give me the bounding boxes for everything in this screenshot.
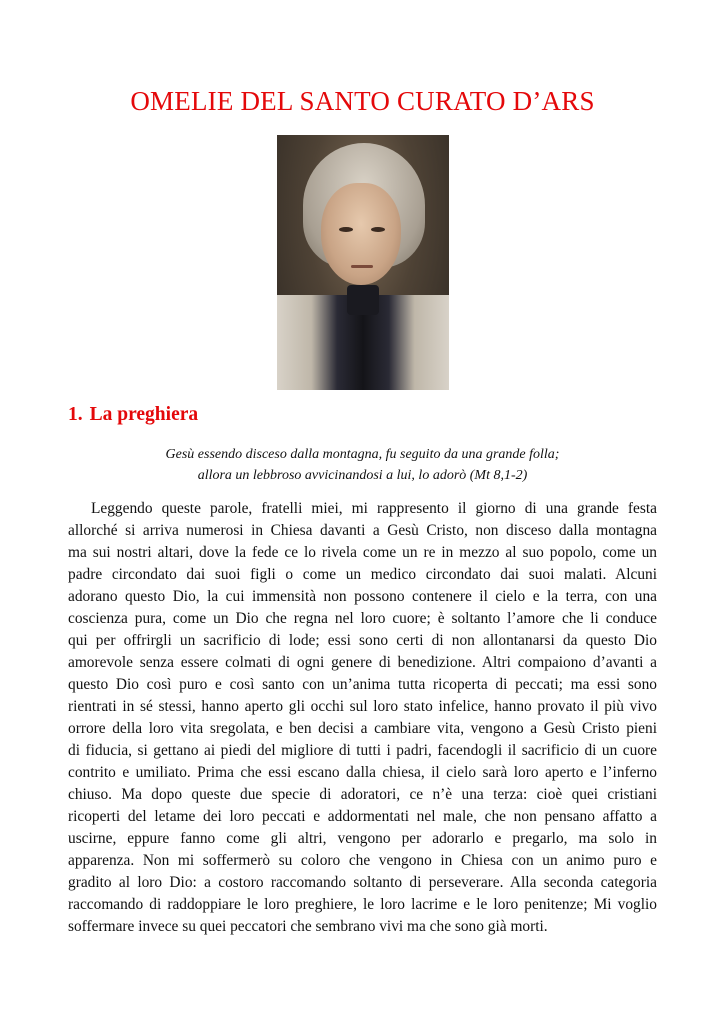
body-line: ma sui nostri altari, dove la fede ce lo rivela come un re in mezzo al suo popolo, come un [68,544,657,561]
body-line: padre circondato dai suoi figli o come un medico circondato dai suoi malati. Alcuni [68,566,657,583]
section-number: 1. [68,404,83,425]
body-line: rientrati in sé stessi, hanno aperto gli occhi sul loro stato infelice, hanno provato il più vivo [68,698,657,715]
body-line: qui per offrirgli un sacrificio di lode; essi sono certi di non allontanarsi da questo Dio [68,632,657,649]
document-title: OMELIE DEL SANTO CURATO D’ARS [130,86,595,116]
epigraph-line: Gesù essendo disceso dalla montagna, fu seguito da una grande folla; [165,447,560,462]
section-heading [68,404,198,426]
body-line: raccomando di raddoppiare le loro preghiere, le loro lacrime e le loro penitenze; Mi voglio [68,896,657,913]
body-line: allorché si arriva numerosi in Chiesa davanti a Gesù Cristo, non disceso dalla montagna [68,522,657,539]
body-line: adorano questo Dio, la cui immensità non possono contenere il cielo e la terra, con una [68,588,657,605]
body-line: uscirne, eppure fanno come gli altri, vengono per adorarlo e pregarlo, ma solo in [68,830,657,847]
body-paragraph [68,498,657,938]
body-line: ricoperti del letame dei loro peccati e addormentati nel male, che non pensano affatto a [68,808,657,825]
body-line: di fiducia, si gettano ai piedi del migliore di tutti i padri, facendogli il sacrificio di un cuore [68,742,657,759]
body-line: contrito e umiliato. Prima che essi escano dalla chiesa, il cielo sarà loro aperto e l’inferno [68,764,657,781]
body-line: gradito al loro Dio: a costoro raccomando soltanto di perseverare. Alla seconda categoria [68,874,657,891]
body-line: Leggendo queste parole, fratelli miei, mi rappresento il giorno di una grande festa [91,500,657,517]
portrait-mouth [351,265,373,268]
body-line: orrore della loro vita sregolata, e ben decisi a cambiare vita, vengono a Gesù Cristo pieni [68,720,657,737]
body-line: soffermare invece su quei peccatori che sembrano vivi ma che sono già morti. [68,918,548,935]
portrait-image [277,135,449,390]
body-line: chiuso. Ma dopo queste due specie di adoratori, ce n’è una terza: cioè quei cristiani [68,786,657,803]
body-line: questo Dio così puro e così santo con un’anima tutta ricoperta di peccati; ma essi sono [68,676,657,693]
epigraph-line: allora un lebbroso avvicinandosi a lui, lo adorò (Mt 8,1-2) [197,468,528,483]
section-title: La preghiera [89,404,199,425]
portrait-eye [339,227,353,232]
body-line: amorevole senza essere colmati di ogni genere di benedizione. Altri compaiono d’avanti a [68,654,657,671]
body-line: coscienza pura, come un Dio che regna nel loro cuore; è soltanto l’amore che li conduce [68,610,657,627]
body-line: apparenza. Non mi soffermerò su coloro che vengono in Chiesa con un animo puro e [68,852,657,869]
epigraph [0,444,725,486]
portrait-face [321,183,401,285]
portrait-eye [371,227,385,232]
portrait-collar [347,285,379,315]
